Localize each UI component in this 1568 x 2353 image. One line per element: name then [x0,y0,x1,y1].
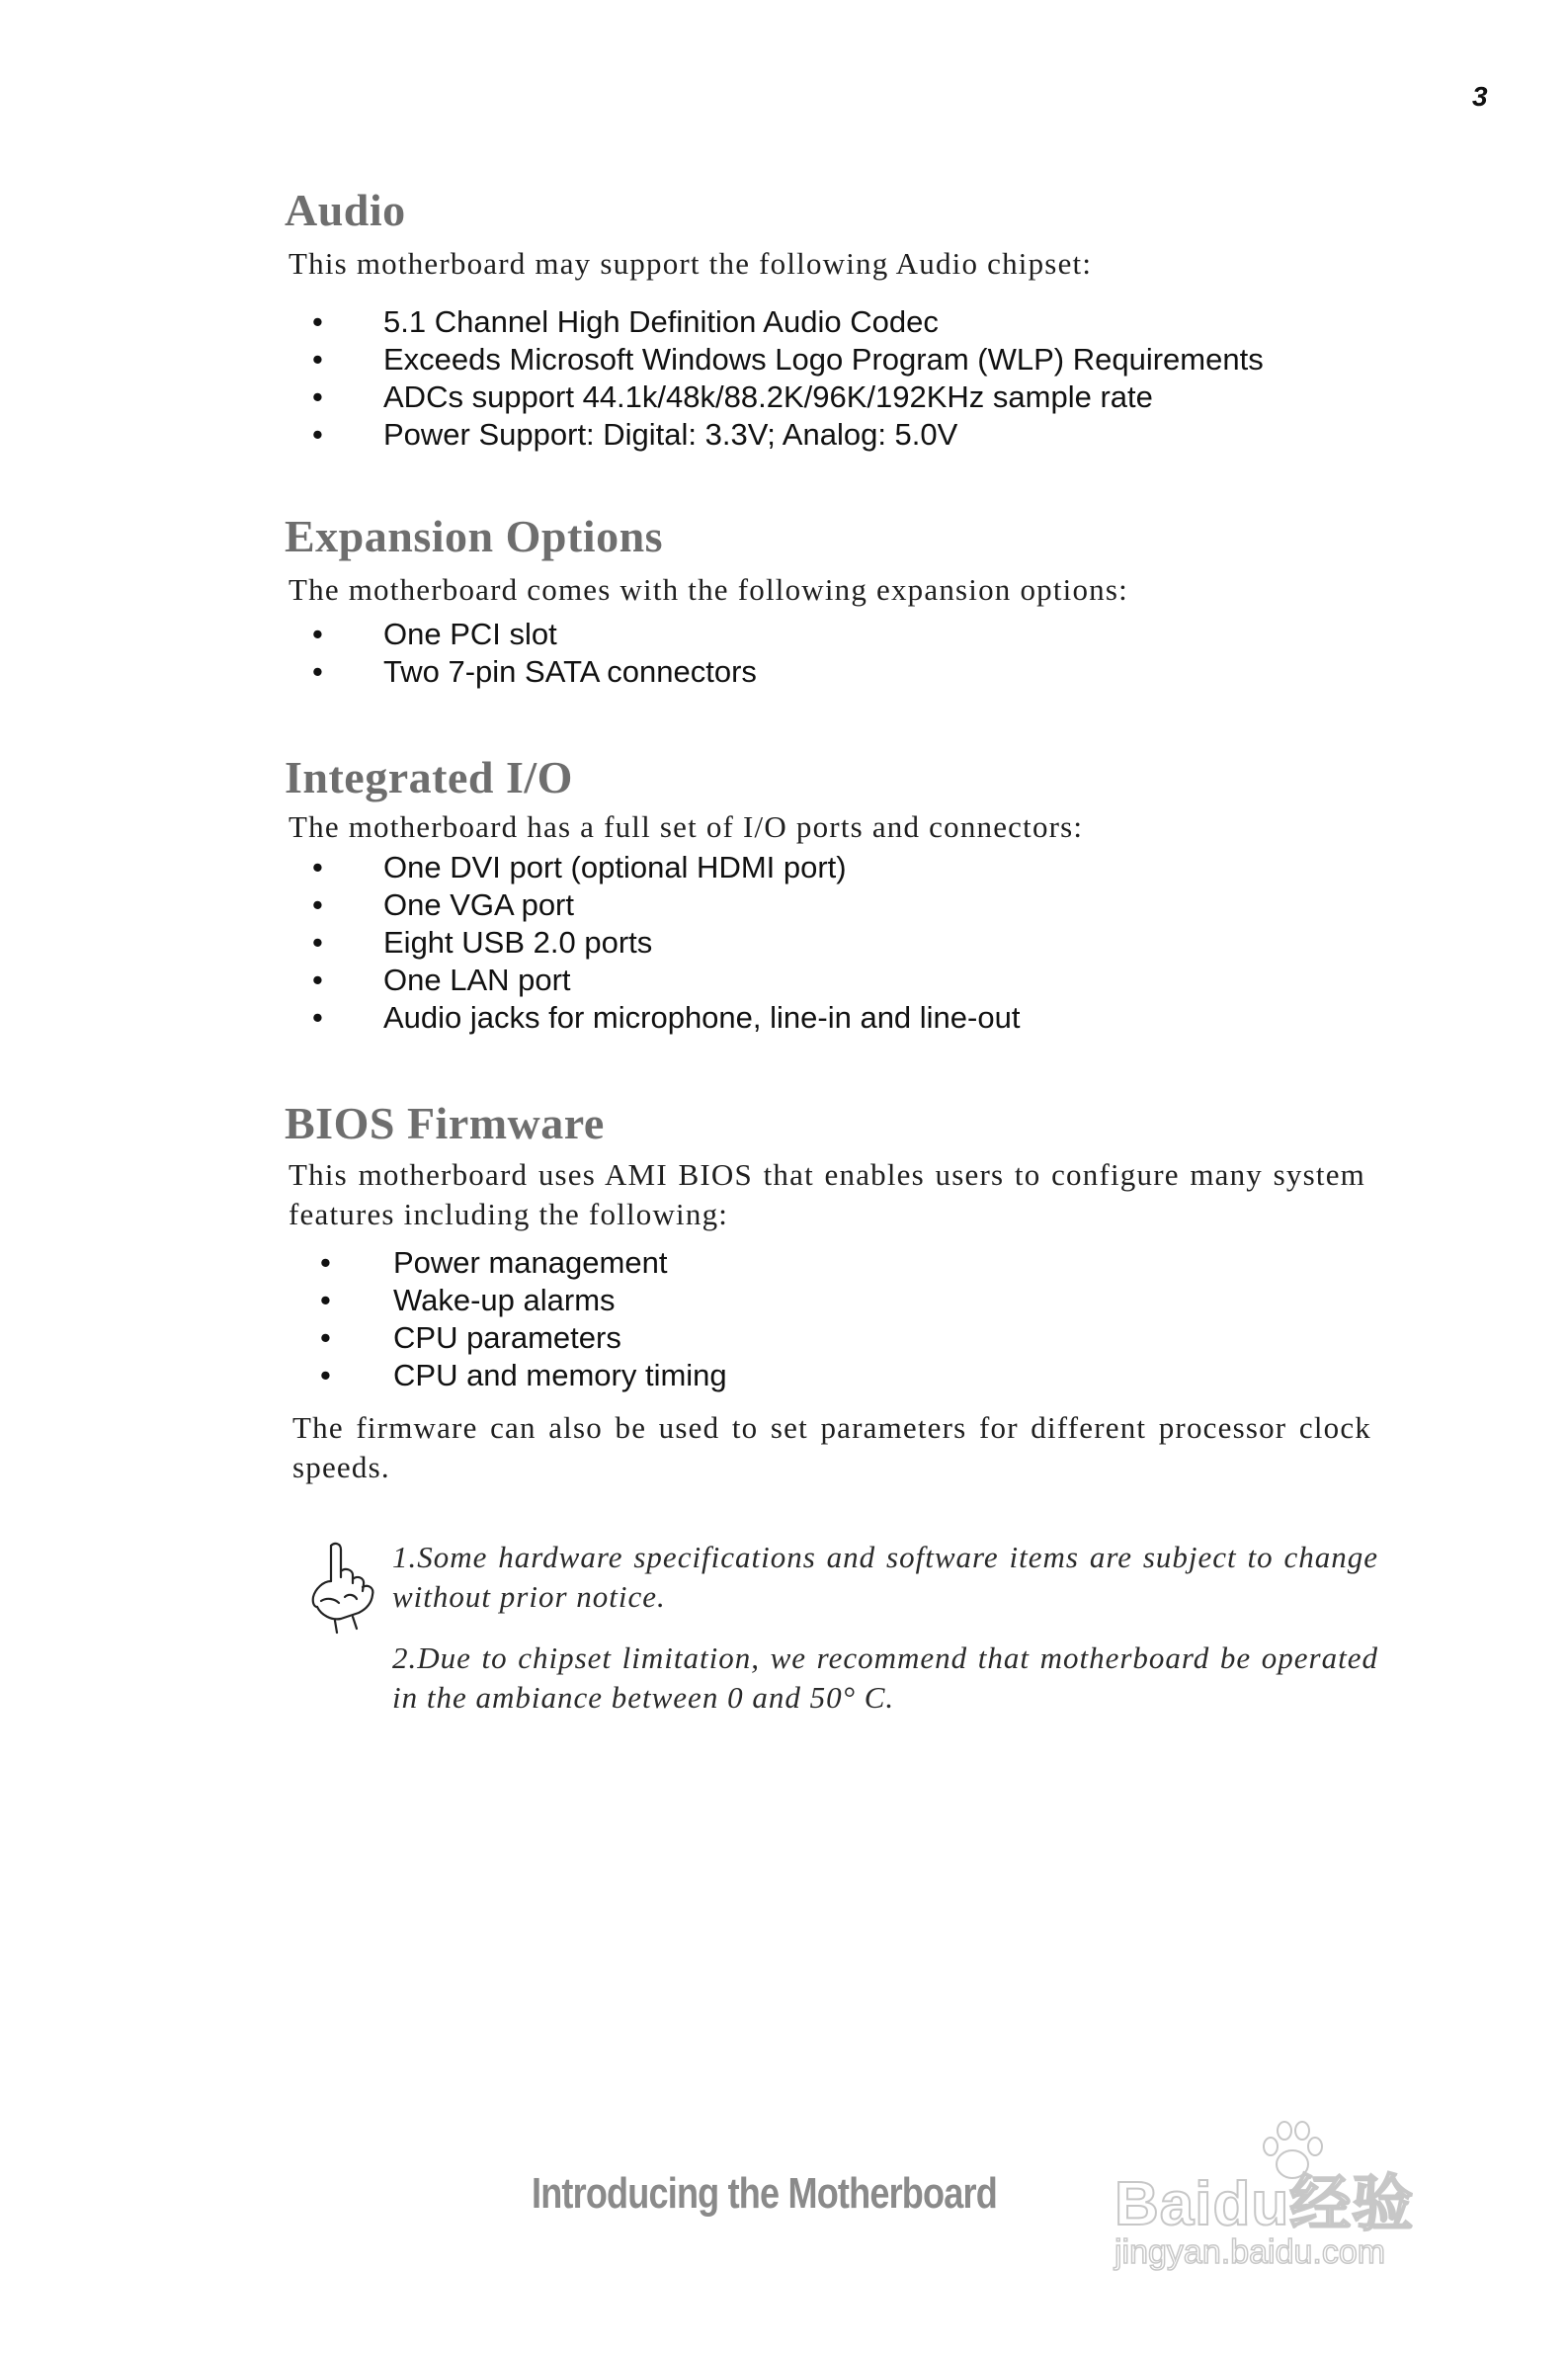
bullet-icon: • [312,303,323,339]
list-item-text: Power Support: Digital: 3.3V; Analog: 5.0V [383,416,958,452]
bullet-icon: • [312,999,323,1035]
bullet-list [285,1244,1381,1394]
list-item [285,341,1381,378]
list-item [285,1244,1381,1282]
bullet-icon: • [312,416,323,452]
list-item [285,886,1381,924]
list-item-text: Audio jacks for microphone, line-in and line-out [383,999,1021,1035]
list-item [285,303,1381,341]
bullet-list [285,849,1381,1037]
bullet-icon: • [320,1282,331,1317]
section-heading: BIOS Firmware [285,1098,605,1148]
section-heading: Integrated I/O [285,752,573,802]
section-bios-firmware [285,1099,1381,1487]
page-number: 3 [1472,81,1488,112]
list-item-text: One LAN port [383,962,571,997]
list-item [285,999,1381,1037]
watermark-url: jingyan.baidu.com [1114,2233,1386,2271]
list-item [285,962,1381,999]
list-item [285,1282,1381,1319]
section-heading: Audio [285,185,406,235]
notes-block [301,1538,1378,1739]
list-item-text: ADCs support 44.1k/48k/88.2K/96K/192KHz sample rate [383,378,1153,414]
bullet-icon: • [312,616,323,651]
list-item-text: Exceeds Microsoft Windows Logo Program (WLP) Requirements [383,341,1264,377]
watermark [1114,2125,1470,2273]
section-integrated-io [285,753,1381,1037]
list-item-text: Eight USB 2.0 ports [383,924,653,960]
list-item [285,653,1381,691]
list-item [285,1319,1381,1357]
section-expansion-options [285,512,1381,691]
section-intro: The motherboard has a full set of I/O ports and connectors: [289,808,1084,844]
bullet-icon: • [320,1319,331,1355]
list-item-text: Power management [393,1244,668,1280]
section-intro: This motherboard uses AMI BIOS that enables users to configure many system features including the following: [289,1156,1365,1231]
section-intro: The motherboard comes with the following expansion options: [289,571,1128,607]
footer-title: Introducing the Motherboard [532,2169,997,2218]
bullet-icon: • [312,924,323,960]
watermark-brand: Baidu经验 [1114,2170,1415,2238]
list-item-text: Wake-up alarms [393,1282,616,1317]
list-item-text: CPU and memory timing [393,1357,727,1392]
bullet-list [285,303,1381,454]
bullet-icon: • [312,849,323,884]
list-item [285,378,1381,416]
bullet-icon: • [320,1357,331,1392]
section-outro: The firmware can also be used to set parameters for different processor clock speeds. [292,1409,1371,1484]
list-item-text: One DVI port (optional HDMI port) [383,849,847,884]
section-heading: Expansion Options [285,511,664,561]
list-item-text: One VGA port [383,886,574,922]
list-item-text: 5.1 Channel High Definition Audio Codec [383,303,939,339]
list-item-text: Two 7-pin SATA connectors [383,653,757,689]
list-item [285,416,1381,454]
bullet-icon: • [312,341,323,377]
note-text: 2.Due to chipset limitation, we recommend that motherboard be operated in the ambiance between 0 and 50° C. [392,1640,1378,1715]
bullet-icon: • [312,886,323,922]
list-item [285,616,1381,653]
pointing-hand-icon [301,1538,380,1637]
bullet-list [285,616,1381,691]
list-item-text: CPU parameters [393,1319,621,1355]
list-item [285,1357,1381,1394]
list-item [285,849,1381,886]
bullet-icon: • [320,1244,331,1280]
list-item-text: One PCI slot [383,616,557,651]
bullet-icon: • [312,962,323,997]
list-item [285,924,1381,962]
bullet-icon: • [312,653,323,689]
bullet-icon: • [312,378,323,414]
section-audio [285,186,1381,454]
section-intro: This motherboard may support the following Audio chipset: [289,245,1093,281]
note-text: 1.Some hardware specifications and software items are subject to change without prior notice. [392,1540,1378,1614]
